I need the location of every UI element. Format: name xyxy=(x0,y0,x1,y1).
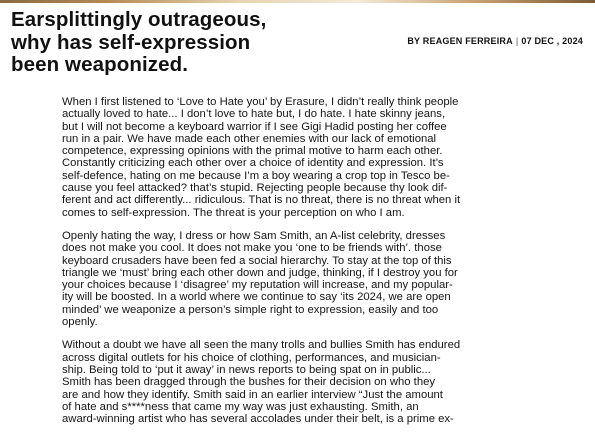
body-line: ship. Being told to ‘put it away’ in news reports to being spat on in public... xyxy=(62,363,431,376)
body-line: Constantly criticizing each other over a choice of identity and expression. It’s xyxy=(62,157,444,170)
article-paragraph xyxy=(62,96,534,219)
article-headline xyxy=(11,9,266,77)
body-line: Without a doubt we have all seen the many trolls and bullies Smith has endured xyxy=(62,339,461,352)
headline-line: Earsplittingly outrageous, xyxy=(11,8,267,31)
body-line: Smith has been dragged through the bushes for their decision on who they xyxy=(62,376,436,389)
article-paragraph xyxy=(62,230,534,328)
body-line: award-winning artist who has several accolades under their belt, is a prime ex- xyxy=(62,413,454,426)
body-line: run in a pair. We have made each other enemies with our lack of emotional xyxy=(62,132,437,145)
body-line: competence, expressing opinions with the primal motive to harm each other. xyxy=(62,145,443,158)
body-line: keyboard crusaders have been fed a social hierarchy. To stay at the top of this xyxy=(62,254,452,267)
body-line: triangle we ‘must’ bring each other down and judge, thinking, if I destroy you for xyxy=(62,266,458,279)
byline-date: 07 DEC , 2024 xyxy=(521,36,583,46)
body-line: are and how they identify. Smith said in an earlier interview “Just the amount xyxy=(62,388,443,401)
body-line: ity will be boosted. In a world where we continue to say ‘its 2024, we are open xyxy=(62,291,451,304)
headline-line: been weaponized. xyxy=(11,53,189,76)
body-line: comes to self-expression. The threat is your perception on who I am. xyxy=(62,206,405,219)
byline-separator: | xyxy=(515,36,519,46)
headline-line: why has self-expression xyxy=(11,30,251,54)
body-line: openly. xyxy=(62,316,98,329)
header-photo-edge xyxy=(0,0,595,3)
body-line: of hate and s****ness that came my way was just exhausting. Smith, an xyxy=(62,400,419,413)
byline-author: BY REAGEN FERREIRA xyxy=(407,36,513,46)
article-body xyxy=(62,96,534,436)
body-line: self-defence, hating on me because I’m a boy wearing a crop top in Tesco be- xyxy=(62,169,450,182)
body-line: Openly hating the way, I dress or how Sam Smith, an A-list celebrity, dresses xyxy=(62,229,446,242)
article-paragraph xyxy=(62,339,534,425)
body-line: When I first listened to ‘Love to Hate you’ by Erasure, I didn’t really think people xyxy=(62,96,459,108)
body-line: across digital outlets for his choice of clothing, performances, and musician- xyxy=(62,351,441,364)
byline xyxy=(407,36,583,46)
body-line: your choices because I ‘disagree’ my reputation will increase, and my popular- xyxy=(62,279,453,292)
body-line: minded’ we weaponize a person’s simple right to expression, easily and too xyxy=(62,303,439,316)
body-line: ferent and act differently... ridiculous. That is no threat, there is no threat when it xyxy=(62,194,461,207)
body-line: but I will not become a keyboard warrior if I see Gigi Hadid posting her coffee xyxy=(62,120,447,133)
body-line: does not make you cool. It does not make you ‘one to be friends with’. those xyxy=(62,242,442,255)
body-line: actually loved to hate... I don’t love to hate but, I do hate. I hate skinny jeans, xyxy=(62,108,446,121)
body-line: cause you feel attacked? that’s stupid. Rejecting people because thy look dif- xyxy=(62,182,448,195)
